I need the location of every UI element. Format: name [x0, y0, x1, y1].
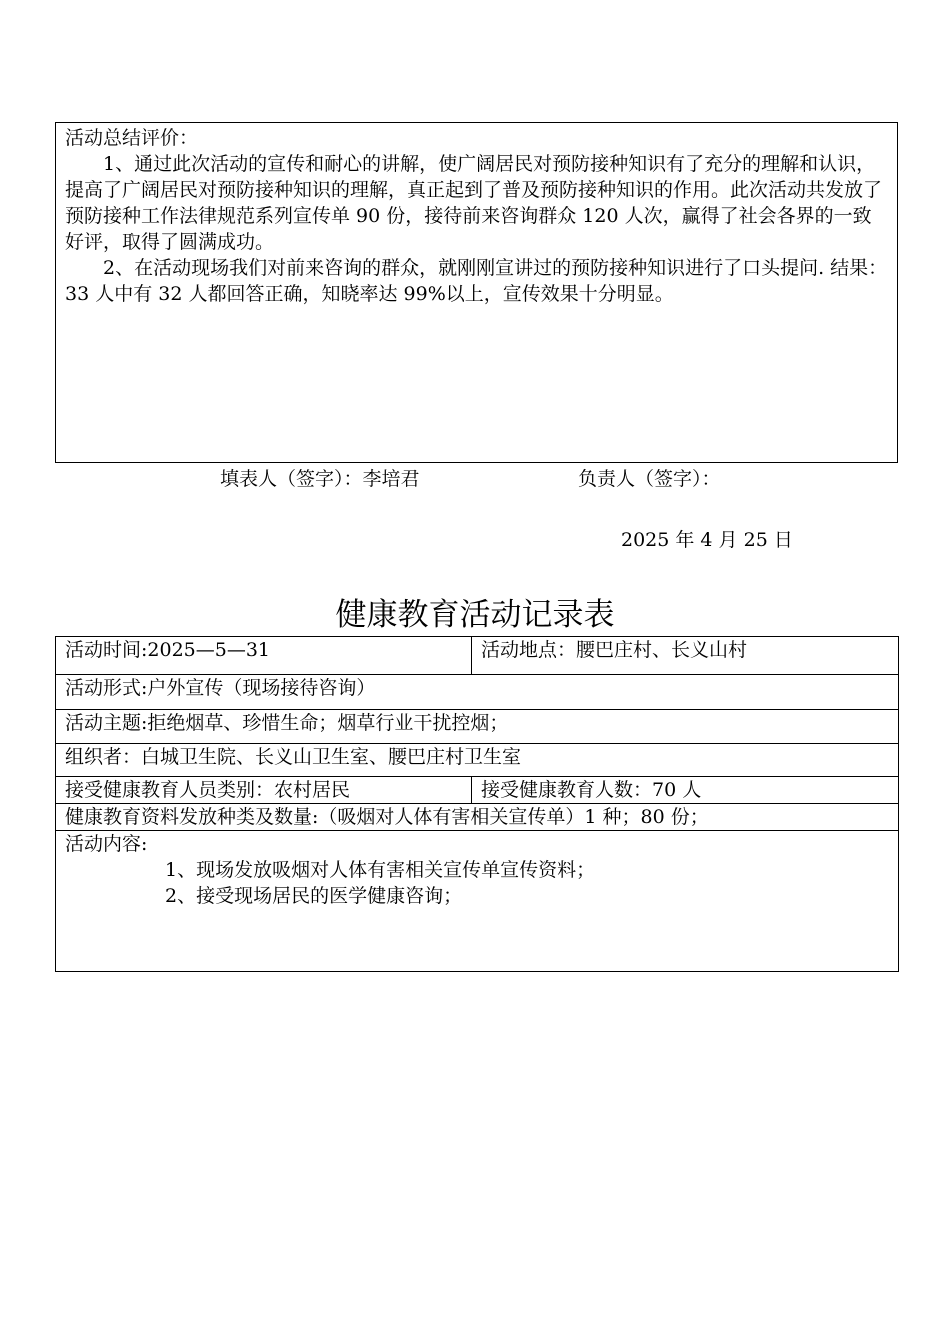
audience-count: 接受健康教育人数：70 人	[472, 777, 899, 804]
record-table	[55, 636, 899, 972]
audience-type: 接受健康教育人员类别：农村居民	[56, 777, 472, 804]
organizer: 组织者：白城卫生院、长义山卫生室、腰巴庄村卫生室	[56, 744, 899, 777]
report-date: 2025 年 4 月 25 日	[621, 529, 793, 551]
activity-theme: 活动主题:拒绝烟草、珍惜生命；烟草行业干扰控烟；	[56, 710, 899, 744]
content-item: 2、接受现场居民的医学健康咨询；	[165, 885, 463, 907]
activity-time: 活动时间:2025—5—31	[56, 637, 472, 675]
activity-location: 活动地点：腰巴庄村、长义山村	[472, 637, 899, 675]
activity-content	[56, 831, 899, 972]
summary-heading: 活动总结评价：	[65, 127, 199, 149]
content-label: 活动内容:	[65, 833, 148, 855]
record-title: 健康教育活动记录表	[335, 597, 615, 633]
content-item: 1、现场发放吸烟对人体有害相关宣传单宣传资料；	[165, 859, 596, 881]
materials: 健康教育资料发放种类及数量:（吸烟对人体有害相关宣传单）1 种；80 份；	[56, 804, 899, 831]
filler-signature: 填表人（签字）：李培君	[220, 468, 420, 490]
summary-box	[55, 122, 898, 463]
activity-form: 活动形式:户外宣传（现场接待咨询）	[56, 675, 899, 710]
summary-paragraph-1: 1、通过此次活动的宣传和耐心的讲解，使广阔居民对预防接种知识有了充分的理解和认识，提高了广阔居民对预防接种知识的理解，真正起到了普及预防接种知识的作用。此次活动共发放了预防接种工作法律规范系列宣传单 90 份，接待前来咨询群众 120 人次，赢得了社会各界的一致好评，取得了圆满成功。	[65, 153, 883, 253]
responsible-signature: 负责人（签字）：	[578, 468, 721, 490]
summary-paragraph-2: 2、在活动现场我们对前来咨询的群众，就刚刚宣讲过的预防接种知识进行了口头提问. 结果：33 人中有 32 人都回答正确，知晓率达 99%以上，宣传效果十分明显。	[65, 257, 888, 305]
